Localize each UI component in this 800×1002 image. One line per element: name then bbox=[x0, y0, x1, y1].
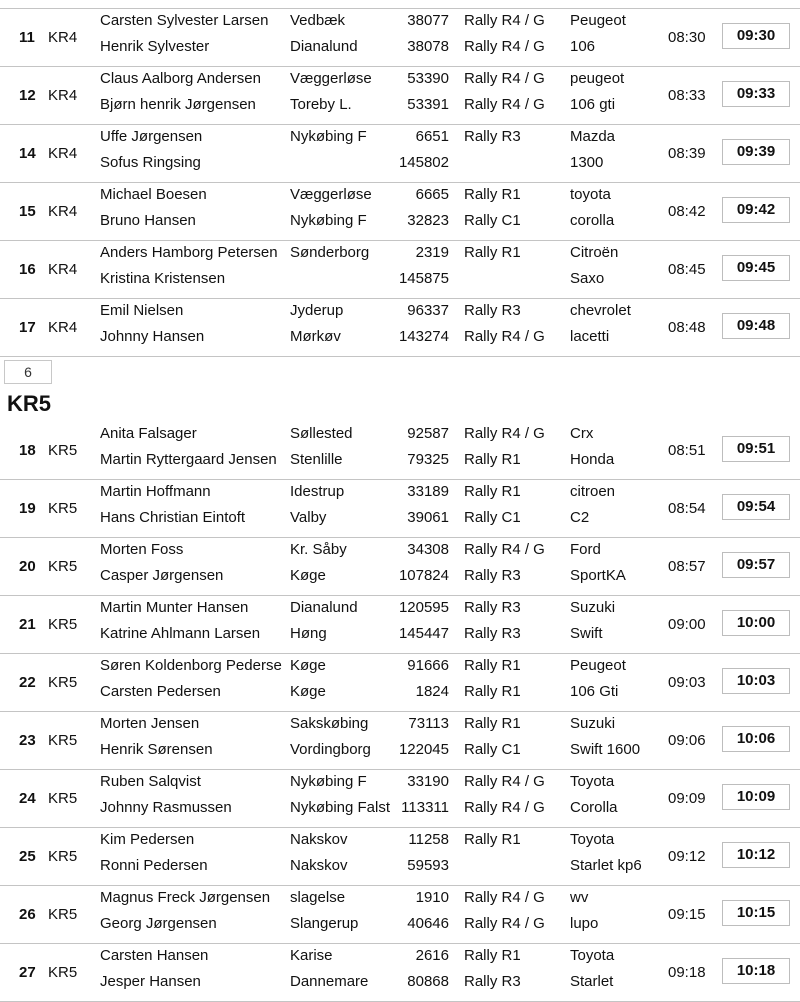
driver-name: Magnus Freck Jørgensen bbox=[100, 889, 271, 906]
driver-city: Dianalund bbox=[290, 599, 358, 616]
start-time: 10:03 bbox=[722, 668, 790, 694]
entry-row bbox=[0, 422, 800, 480]
start-number: 17 bbox=[19, 319, 36, 336]
codriver-city: Dannemare bbox=[290, 973, 369, 990]
car-make: Crx bbox=[570, 425, 594, 442]
codriver-name: Johnny Hansen bbox=[100, 328, 205, 345]
class-label: KR4 bbox=[48, 145, 78, 162]
driver-license: 11258 bbox=[408, 831, 449, 848]
class-label: KR5 bbox=[48, 732, 78, 749]
driver-group: Rally R4 / G bbox=[464, 12, 545, 29]
start-time: 09:57 bbox=[722, 552, 790, 578]
codriver-name: Bjørn henrik Jørgensen bbox=[100, 96, 256, 113]
entry-row bbox=[0, 241, 800, 299]
driver-city: Nakskov bbox=[290, 831, 348, 848]
entry-row bbox=[0, 596, 800, 654]
codriver-group: Rally R4 / G bbox=[464, 38, 545, 55]
class-label: KR5 bbox=[48, 790, 78, 807]
codriver-city: Høng bbox=[290, 625, 327, 642]
start-number: 23 bbox=[19, 732, 36, 749]
start-time: 10:12 bbox=[722, 842, 790, 868]
codriver-city: Valby bbox=[290, 509, 327, 526]
start-number: 11 bbox=[19, 29, 35, 46]
car-make: citroen bbox=[570, 483, 616, 500]
codriver-name: Carsten Pedersen bbox=[100, 683, 221, 700]
start-number: 15 bbox=[19, 203, 36, 220]
entry-row bbox=[0, 944, 800, 1001]
start-number: 26 bbox=[19, 906, 36, 923]
codriver-group: Rally R3 bbox=[464, 973, 521, 990]
driver-license: 96337 bbox=[407, 302, 449, 319]
driver-city: Sakskøbing bbox=[290, 715, 369, 732]
codriver-city: Toreby L. bbox=[290, 96, 352, 113]
check-time: 08:54 bbox=[668, 500, 706, 517]
car-make: Toyota bbox=[570, 773, 615, 790]
driver-group: Rally R1 bbox=[464, 186, 521, 203]
codriver-name: Hans Christian Eintoft bbox=[100, 509, 246, 526]
codriver-city: Mørkøv bbox=[290, 328, 341, 345]
driver-license: 6651 bbox=[415, 128, 449, 145]
check-time: 09:03 bbox=[668, 674, 706, 691]
class-label: KR5 bbox=[48, 558, 78, 575]
codriver-name: Bruno Hansen bbox=[100, 212, 196, 229]
start-number: 21 bbox=[19, 616, 36, 633]
driver-name: Kim Pedersen bbox=[100, 831, 195, 848]
codriver-city: Dianalund bbox=[290, 38, 358, 55]
check-time: 08:51 bbox=[668, 442, 706, 459]
codriver-license: 122045 bbox=[398, 741, 449, 758]
class-label: KR5 bbox=[48, 674, 78, 691]
driver-group: Rally R3 bbox=[464, 599, 521, 616]
driver-name: Uffe Jørgensen bbox=[100, 128, 203, 145]
driver-name: Martin Hoffmann bbox=[100, 483, 211, 500]
codriver-city: Nykøbing F bbox=[290, 212, 367, 229]
codriver-license: 113311 bbox=[401, 799, 449, 816]
driver-city: Vedbæk bbox=[290, 12, 346, 29]
car-make: Toyota bbox=[570, 947, 615, 964]
driver-name: Ruben Salqvist bbox=[100, 773, 201, 790]
codriver-group: Rally R1 bbox=[464, 683, 521, 700]
codriver-license: 80868 bbox=[407, 973, 449, 990]
driver-group: Rally R1 bbox=[464, 715, 521, 732]
start-time: 10:18 bbox=[722, 958, 790, 984]
driver-license: 91666 bbox=[407, 657, 449, 674]
driver-name: Anders Hamborg Petersen bbox=[100, 244, 278, 261]
car-model: Corolla bbox=[570, 799, 618, 816]
car-model: C2 bbox=[570, 509, 590, 526]
driver-license: 2319 bbox=[415, 244, 449, 261]
start-time: 09:33 bbox=[722, 81, 790, 107]
check-time: 09:06 bbox=[668, 732, 706, 749]
entry-row bbox=[0, 183, 800, 241]
start-number: 27 bbox=[19, 964, 36, 981]
codriver-group: Rally R1 bbox=[464, 451, 521, 468]
car-model: 106 bbox=[570, 38, 596, 55]
start-number: 12 bbox=[19, 87, 36, 104]
car-make: Peugeot bbox=[570, 657, 626, 674]
start-number: 22 bbox=[19, 674, 36, 691]
driver-license: 2616 bbox=[415, 947, 449, 964]
start-time: 09:48 bbox=[722, 313, 790, 339]
kr4-start-list bbox=[0, 8, 800, 357]
page-number-box[interactable]: 6 bbox=[4, 360, 52, 384]
start-time: 09:45 bbox=[722, 255, 790, 281]
driver-group: Rally R1 bbox=[464, 831, 521, 848]
codriver-license: 38078 bbox=[407, 38, 449, 55]
driver-name: Morten Jensen bbox=[100, 715, 200, 732]
entry-row bbox=[0, 67, 800, 125]
driver-license: 34308 bbox=[407, 541, 449, 558]
driver-license: 120595 bbox=[398, 599, 449, 616]
class-label: KR5 bbox=[48, 616, 78, 633]
section-title-kr5: KR5 bbox=[7, 391, 52, 416]
car-model: 1300 bbox=[570, 154, 604, 171]
codriver-name: Kristina Kristensen bbox=[100, 270, 226, 287]
start-time: 09:42 bbox=[722, 197, 790, 223]
driver-group: Rally R3 bbox=[464, 302, 521, 319]
codriver-license: 53391 bbox=[407, 96, 449, 113]
codriver-license: 107824 bbox=[398, 567, 449, 584]
driver-license: 33190 bbox=[407, 773, 449, 790]
driver-name: Anita Falsager bbox=[100, 425, 197, 442]
car-make: Suzuki bbox=[570, 599, 616, 616]
driver-group: Rally R4 / G bbox=[464, 70, 545, 87]
driver-group: Rally R4 / G bbox=[464, 773, 545, 790]
check-time: 08:42 bbox=[668, 203, 706, 220]
entry-row bbox=[0, 828, 800, 886]
car-model: lacetti bbox=[570, 328, 610, 345]
driver-city: Nykøbing F bbox=[290, 773, 367, 790]
start-number: 20 bbox=[19, 558, 36, 575]
car-make: Toyota bbox=[570, 831, 615, 848]
class-label: KR4 bbox=[48, 261, 78, 278]
driver-group: Rally R3 bbox=[464, 128, 521, 145]
codriver-license: 145447 bbox=[398, 625, 449, 642]
codriver-name: Johnny Rasmussen bbox=[100, 799, 232, 816]
entry-row bbox=[0, 299, 800, 356]
driver-name: Claus Aalborg Andersen bbox=[100, 70, 261, 87]
codriver-license: 32823 bbox=[407, 212, 449, 229]
car-model: lupo bbox=[570, 915, 599, 932]
codriver-name: Henrik Sylvester bbox=[100, 38, 210, 55]
class-label: KR5 bbox=[48, 964, 78, 981]
driver-city: Nykøbing F bbox=[290, 128, 367, 145]
codriver-license: 143274 bbox=[398, 328, 449, 345]
codriver-group: Rally R4 / G bbox=[464, 799, 545, 816]
start-time: 10:06 bbox=[722, 726, 790, 752]
driver-city: Søllested bbox=[290, 425, 353, 442]
check-time: 09:09 bbox=[668, 790, 706, 807]
entry-row bbox=[0, 654, 800, 712]
start-time: 10:00 bbox=[722, 610, 790, 636]
driver-name: Martin Munter Hansen bbox=[100, 599, 249, 616]
driver-license: 92587 bbox=[407, 425, 449, 442]
driver-group: Rally R1 bbox=[464, 244, 521, 261]
car-make: Peugeot bbox=[570, 12, 626, 29]
driver-name: Carsten Hansen bbox=[100, 947, 209, 964]
driver-license: 1910 bbox=[415, 889, 449, 906]
driver-city: Jyderup bbox=[290, 302, 344, 319]
driver-city: Karise bbox=[290, 947, 333, 964]
codriver-name: Jesper Hansen bbox=[100, 973, 201, 990]
start-number: 25 bbox=[19, 848, 36, 865]
driver-city: Køge bbox=[290, 657, 326, 674]
codriver-group: Rally R3 bbox=[464, 625, 521, 642]
entry-row bbox=[0, 886, 800, 944]
codriver-group: Rally C1 bbox=[464, 741, 521, 758]
entry-row bbox=[0, 538, 800, 596]
start-number: 14 bbox=[19, 145, 36, 162]
car-model: 106 Gti bbox=[570, 683, 619, 700]
entry-row bbox=[0, 712, 800, 770]
driver-city: Kr. Såby bbox=[290, 541, 347, 558]
class-label: KR5 bbox=[48, 442, 78, 459]
check-time: 08:48 bbox=[668, 319, 706, 336]
driver-city: Væggerløse bbox=[290, 70, 372, 87]
driver-name: Søren Koldenborg Pederse bbox=[100, 657, 282, 674]
start-number: 16 bbox=[19, 261, 36, 278]
class-label: KR4 bbox=[48, 29, 78, 46]
car-make: Suzuki bbox=[570, 715, 616, 732]
driver-license: 38077 bbox=[407, 12, 449, 29]
driver-group: Rally R1 bbox=[464, 483, 521, 500]
start-time: 09:51 bbox=[722, 436, 790, 462]
check-time: 08:39 bbox=[668, 145, 706, 162]
class-label: KR4 bbox=[48, 203, 78, 220]
driver-name: Michael Boesen bbox=[100, 186, 207, 203]
driver-name: Morten Foss bbox=[100, 541, 184, 558]
codriver-city: Nakskov bbox=[290, 857, 348, 874]
codriver-group: Rally C1 bbox=[464, 509, 521, 526]
car-model: Starlet bbox=[570, 973, 614, 990]
codriver-name: Martin Ryttergaard Jensen bbox=[100, 451, 277, 468]
start-time: 09:54 bbox=[722, 494, 790, 520]
car-model: 106 gti bbox=[570, 96, 616, 113]
driver-license: 73113 bbox=[408, 715, 449, 732]
driver-name: Carsten Sylvester Larsen bbox=[100, 12, 269, 29]
car-make: Ford bbox=[570, 541, 601, 558]
driver-group: Rally R1 bbox=[464, 947, 521, 964]
car-model: Saxo bbox=[570, 270, 605, 287]
codriver-name: Ronni Pedersen bbox=[100, 857, 208, 874]
car-model: Honda bbox=[570, 451, 615, 468]
codriver-name: Henrik Sørensen bbox=[100, 741, 213, 758]
codriver-city: Køge bbox=[290, 567, 326, 584]
driver-license: 33189 bbox=[407, 483, 449, 500]
driver-city: Idestrup bbox=[290, 483, 345, 500]
class-label: KR5 bbox=[48, 500, 78, 517]
class-label: KR4 bbox=[48, 87, 78, 104]
car-make: chevrolet bbox=[570, 302, 631, 319]
codriver-name: Casper Jørgensen bbox=[100, 567, 224, 584]
start-time: 10:09 bbox=[722, 784, 790, 810]
check-time: 08:30 bbox=[668, 29, 706, 46]
class-label: KR5 bbox=[48, 906, 78, 923]
car-make: wv bbox=[570, 889, 589, 906]
entry-row bbox=[0, 480, 800, 538]
driver-city: slagelse bbox=[290, 889, 346, 906]
codriver-name: Katrine Ahlmann Larsen bbox=[100, 625, 261, 642]
codriver-city: Vordingborg bbox=[290, 741, 371, 758]
driver-city: Væggerløse bbox=[290, 186, 372, 203]
codriver-city: Slangerup bbox=[290, 915, 359, 932]
start-number: 18 bbox=[19, 442, 36, 459]
entry-row bbox=[0, 9, 800, 67]
check-time: 09:12 bbox=[668, 848, 706, 865]
driver-group: Rally R4 / G bbox=[464, 425, 545, 442]
codriver-license: 145802 bbox=[398, 154, 449, 171]
start-number: 19 bbox=[19, 500, 36, 517]
start-time: 09:39 bbox=[722, 139, 790, 165]
codriver-name: Georg Jørgensen bbox=[100, 915, 217, 932]
car-make: Mazda bbox=[570, 128, 616, 145]
codriver-license: 39061 bbox=[407, 509, 449, 526]
car-make: peugeot bbox=[570, 70, 625, 87]
codriver-group: Rally R3 bbox=[464, 567, 521, 584]
codriver-group: Rally C1 bbox=[464, 212, 521, 229]
car-make: toyota bbox=[570, 186, 611, 203]
car-model: corolla bbox=[570, 212, 615, 229]
codriver-license: 59593 bbox=[407, 857, 449, 874]
driver-group: Rally R4 / G bbox=[464, 541, 545, 558]
driver-group: Rally R1 bbox=[464, 657, 521, 674]
car-model: Swift bbox=[570, 625, 603, 642]
entry-row bbox=[0, 770, 800, 828]
codriver-license: 40646 bbox=[407, 915, 449, 932]
codriver-license: 79325 bbox=[407, 451, 449, 468]
codriver-group: Rally R4 / G bbox=[464, 915, 545, 932]
driver-group: Rally R4 / G bbox=[464, 889, 545, 906]
entry-row bbox=[0, 125, 800, 183]
driver-license: 6665 bbox=[415, 186, 449, 203]
start-number: 24 bbox=[19, 790, 36, 807]
check-time: 09:15 bbox=[668, 906, 706, 923]
check-time: 08:45 bbox=[668, 261, 706, 278]
car-model: Swift 1600 bbox=[570, 741, 641, 758]
codriver-city: Stenlille bbox=[290, 451, 343, 468]
codriver-license: 145875 bbox=[398, 270, 449, 287]
check-time: 08:33 bbox=[668, 87, 706, 104]
start-time: 10:15 bbox=[722, 900, 790, 926]
codriver-license: 1824 bbox=[415, 683, 449, 700]
codriver-city: Nykøbing Falst bbox=[290, 799, 391, 816]
check-time: 09:18 bbox=[668, 964, 706, 981]
kr5-start-list bbox=[0, 422, 800, 1002]
driver-name: Emil Nielsen bbox=[100, 302, 184, 319]
check-time: 09:00 bbox=[668, 616, 706, 633]
car-model: Starlet kp6 bbox=[570, 857, 642, 874]
car-model: SportKA bbox=[570, 567, 626, 584]
driver-city: Sønderborg bbox=[290, 244, 370, 261]
check-time: 08:57 bbox=[668, 558, 706, 575]
start-time: 09:30 bbox=[722, 23, 790, 49]
class-label: KR5 bbox=[48, 848, 78, 865]
codriver-group: Rally R4 / G bbox=[464, 96, 545, 113]
codriver-group: Rally R4 / G bbox=[464, 328, 545, 345]
class-label: KR4 bbox=[48, 319, 78, 336]
driver-license: 53390 bbox=[407, 70, 449, 87]
codriver-name: Sofus Ringsing bbox=[100, 154, 201, 171]
codriver-city: Køge bbox=[290, 683, 326, 700]
car-make: Citroën bbox=[570, 244, 619, 261]
